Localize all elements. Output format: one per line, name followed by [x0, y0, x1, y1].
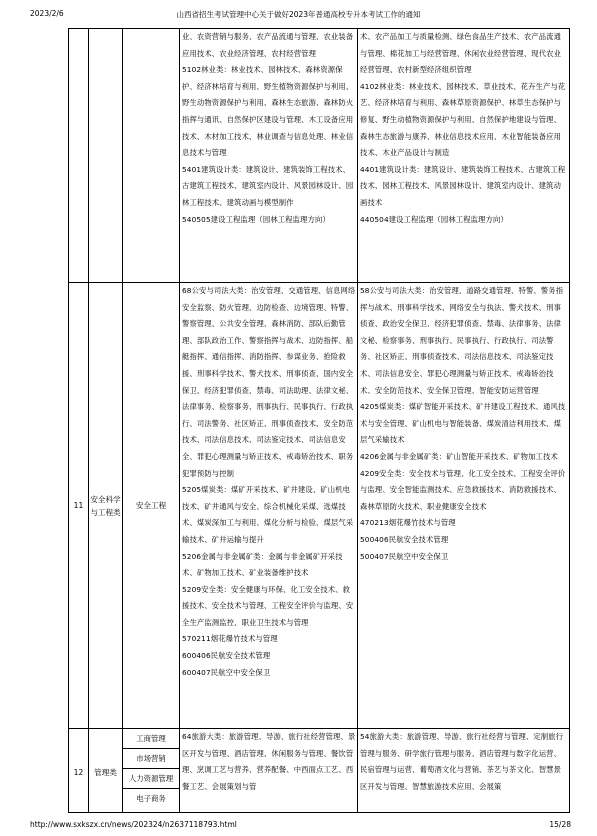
undergrad-cell	[358, 729, 570, 813]
major-cell	[123, 29, 180, 283]
major-item: 人力资源管理	[123, 769, 179, 789]
row-number: 11	[69, 283, 89, 729]
page-title: 山西省招生考试管理中心关于做好2023年普通高校专升本考试工作的通知	[176, 10, 421, 19]
higher-vocational-text: 业、农资营销与服务、农产品流通与管理、农业装备应用技术、农业经济管理、农村经营管理 5102林业类：林业技术、园林技术、森林资源保护、经济林培育与利用、野生植物资源保护与利用、野生动物资源保护与利用、森林生态旅游、森林防火指挥与通讯、自然保护区建设与管理、木工设备应用技术、木材加工技术、林业调查与信息处理、林业信息技术与管理 5401建筑设计类：建筑设计、建筑装饰工程技术、古建筑工程技术、建筑室内设计、风景园林设计、园林工程技术、建筑动画与模型制作 540505建设工程监理（园林工程监理方向）	[182, 32, 354, 224]
major-item: 工商管理	[123, 729, 179, 749]
page-number: 15/28	[549, 820, 571, 829]
table-row	[69, 283, 570, 729]
higher-vocational-text: 68公安与司法大类：治安管理、交通管理、信息网络安全监察、防火管理、边防检查、边境管理、特警、警察管理、公共安全管理、森林消防、部队后勤管理、部队政治工作、警察指挥与战术、边防指挥、船艇指挥、通信指挥、消防指挥、参谋业务、抢险救援、刑事科学技术、警犬技术、刑事侦查、国内安全保卫、经济犯罪侦查、禁毒、司法助理、法律文秘、法律事务、检察事务、刑事执行、民事执行、行政执行、司法警务、社区矫正、刑事侦查技术、安全防范技术、司法信息技术、司法鉴定技术、司法信息安全、罪犯心理测量与矫正技术、戒毒矫治技术、职务犯罪预防与控制 5205煤炭类：煤矿开采技术、矿井建设、矿山机电技术、矿井通风与安全、综合机械化采煤、选煤技术、煤炭深加工与利用、煤化分析与检验、煤层气采输技术、矿井运输与提升 5206金属与非金属矿类：金属与非金属矿开采技术、矿物加工技术、矿业装备维护技术 5209安全类：安全健康与环保、化工安全技术、救援技术、安全技术与管理、工程安全评价与监理、安全生产监测监控、职业卫生技术与管理 570211烟花爆竹技术与管理 600406民航安全技术管理 600407民航空中安全保卫	[182, 286, 356, 677]
category-cell: 管理类	[89, 729, 123, 813]
category-cell: 安全科学与工程类	[89, 283, 123, 729]
major-list	[123, 729, 179, 808]
row-number: 12	[69, 729, 89, 813]
print-date: 2023/2/6	[30, 9, 64, 18]
page-footer	[0, 820, 597, 832]
major-mapping-table	[68, 28, 570, 813]
table-row	[69, 29, 570, 283]
category-cell	[89, 29, 123, 283]
major-item: 电子商务	[136, 794, 166, 803]
higher-vocational-cell	[180, 283, 358, 729]
undergrad-text: 54旅游大类：旅游管理、导游、旅行社经营与管理、定制旅行管理与服务、研学旅行管理与服务、酒店管理与数字化运营、民宿管理与运营、葡萄酒文化与营销、茶艺与茶文化、智慧景区开发与管理、智慧旅游技术应用、会展策	[360, 732, 564, 791]
major-cell	[123, 729, 180, 813]
higher-vocational-text: 64旅游大类：旅游管理、导游、旅行社经营管理、景区开发与管理、酒店管理、休闲服务与管理、餐饮管理、烹调工艺与营养、营养配餐、中西面点工艺、西餐工艺、会展策划与管	[182, 732, 356, 791]
undergrad-text: 术、农产品加工与质量检测、绿色食品生产技术、农产品流通与管理、棉花加工与经营管理、休闲农业经营管理、现代农业经营管理、农村新型经济组织管理 4102林业类：林业技术、园林技术、草业技术、花卉生产与花艺、经济林培育与利用、森林草原资源保护、林草生态保护与修复、野生动植物资源保护与利用、自然保护地建设与管理、森林生态旅游与康养、林业信息技术应用、木业智能装备应用技术、木业产品设计与制造 4401建筑设计类：建筑设计、建筑装饰工程技术、古建筑工程技术、园林工程技术、风景园林设计、建筑室内设计、建筑动画技术 440504建设工程监理（园林工程监理方向）	[360, 32, 566, 224]
page-url[interactable]: http://www.sxkszx.cn/news/202324/n2637118793.html	[30, 820, 237, 829]
undergrad-text: 58公安与司法大类：治安管理、道路交通管理、特警、警务指挥与战术、刑事科学技术、网络安全与执法、警犬技术、刑事侦查、政治安全保卫、经济犯罪侦查、禁毒、法律事务、法律文秘、检察事务、刑事执行、民事执行、行政执行、司法警务、社区矫正、刑事侦查技术、司法信息技术、司法鉴定技术、司法信息安全、罪犯心理测量与矫正技术、戒毒矫治技术、安全防范技术、安全保卫管理、智能安防运营管理 4205煤炭类：煤矿智能开采技术、矿井建设工程技术、通风技术与安全管理、矿山机电与智能装备、煤炭清洁利用技术、煤层气采输技术 4206金属与非金属矿类：矿山智能开采技术、矿物加工技术 4209安全类：安全技术与管理、化工安全技术、工程安全评价与监理、安全智能监测技术、应急救援技术、消防救援技术、森林草原防火技术、职业健康安全技术 470213烟花爆竹技术与管理 500406民航安全技术管理 500407民航空中安全保卫	[360, 286, 566, 561]
higher-vocational-cell	[180, 29, 358, 283]
major-item: 市场营销	[123, 749, 179, 769]
row-number	[69, 29, 89, 283]
higher-vocational-cell	[180, 729, 358, 813]
undergrad-cell	[358, 29, 570, 283]
major-cell: 安全工程	[123, 283, 180, 729]
undergrad-cell	[358, 283, 570, 729]
table-row	[69, 729, 570, 813]
page-header	[0, 9, 597, 23]
